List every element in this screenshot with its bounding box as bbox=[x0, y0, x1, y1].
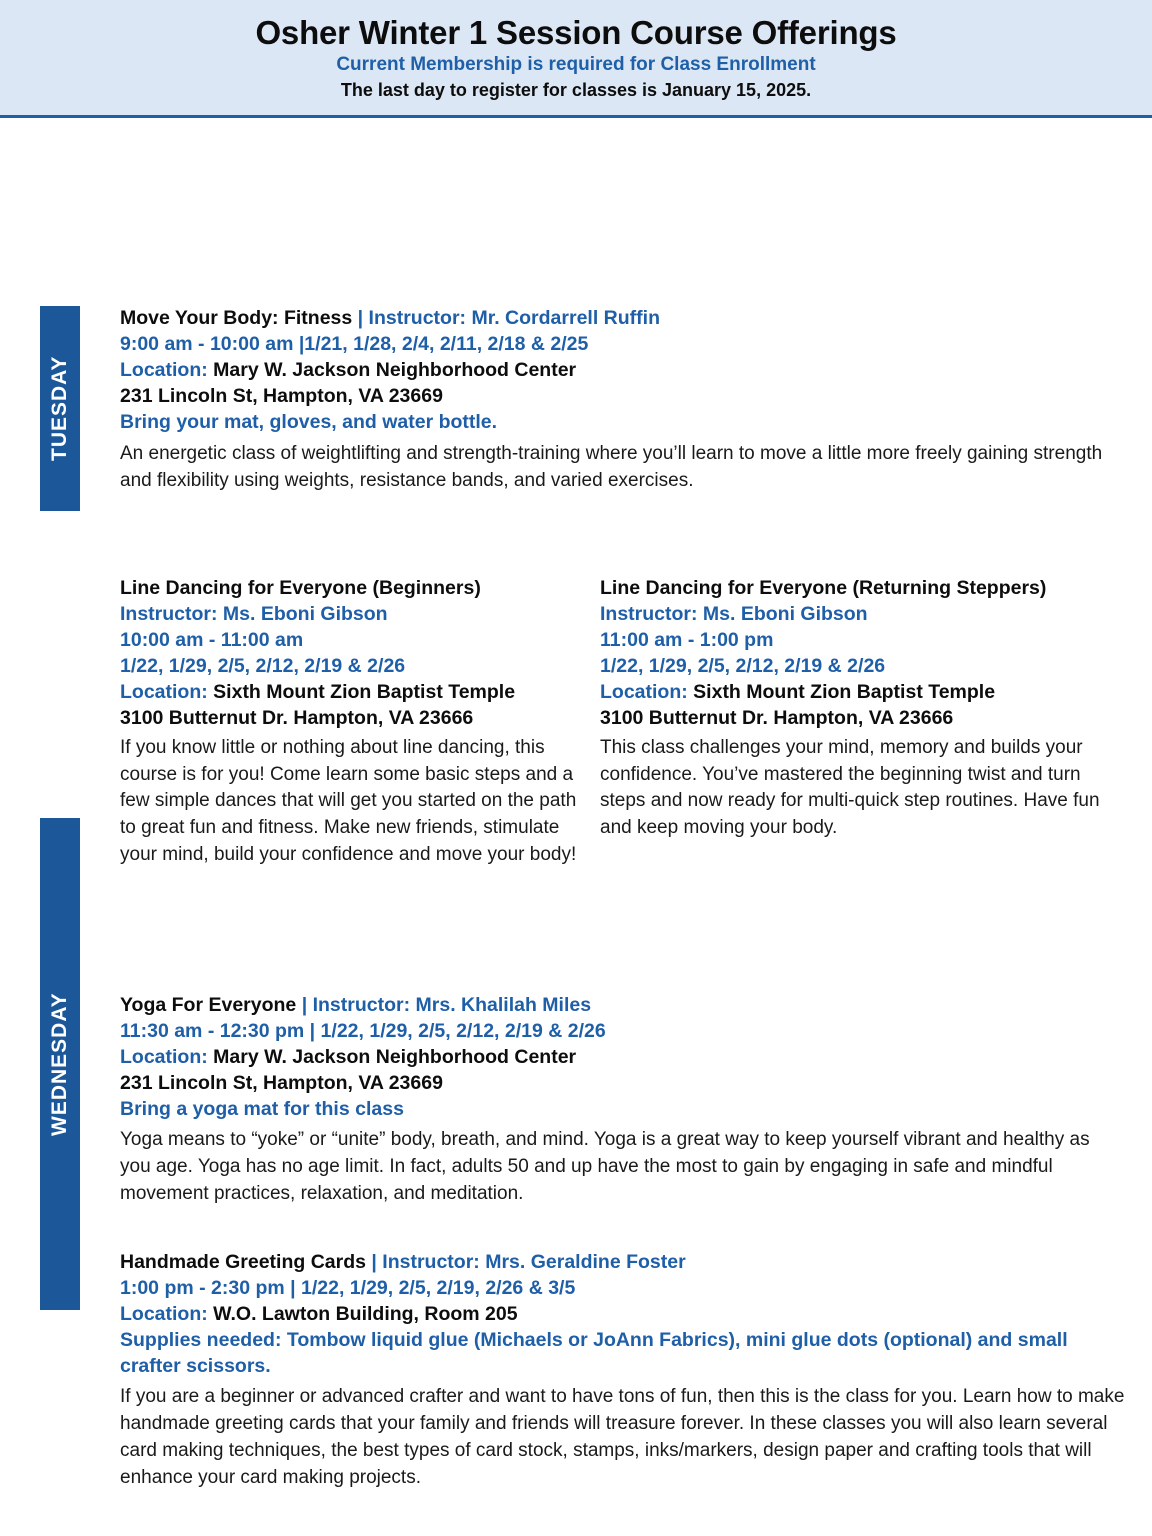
course-location-row bbox=[120, 358, 1120, 384]
course-title: Move Your Body: Fitness bbox=[120, 307, 353, 329]
course-card-line-dancing-beginners bbox=[120, 576, 590, 869]
course-address: 3100 Butternut Dr. Hampton, VA 23666 bbox=[120, 706, 474, 729]
course-address: 231 Lincoln St, Hampton, VA 23669 bbox=[120, 1071, 443, 1094]
course-supplies: Supplies needed: Tombow liquid glue (Michaels or JoAnn Fabrics), mini glue dots (optional) and small crafter scissors. bbox=[120, 1328, 1068, 1377]
course-title: Line Dancing for Everyone (Beginners) bbox=[120, 577, 481, 599]
course-location-row bbox=[120, 1045, 1120, 1071]
page-title: Osher Winter 1 Session Course Offerings bbox=[255, 14, 897, 51]
course-schedule: 9:00 am - 10:00 am |1/21, 1/28, 2/4, 2/11, 2/18 & 2/25 bbox=[120, 332, 589, 355]
course-time: 10:00 am - 11:00 am bbox=[120, 628, 304, 651]
location-value: Sixth Mount Zion Baptist Temple bbox=[693, 680, 996, 703]
registration-deadline: The last day to register for classes is January 15, 2025. bbox=[340, 80, 812, 100]
course-instructor: Instructor: Mr. Cordarrell Ruffin bbox=[368, 307, 660, 329]
membership-notice: Current Membership is required for Class Enrollment bbox=[336, 54, 816, 75]
course-card-yoga bbox=[120, 993, 1120, 1208]
location-label: Location: bbox=[120, 680, 208, 703]
course-title-row bbox=[120, 306, 1120, 332]
location-value: Mary W. Jackson Neighborhood Center bbox=[213, 358, 577, 381]
course-listing bbox=[0, 118, 1152, 1488]
course-location-row bbox=[120, 680, 590, 706]
course-dates: 1/22, 1/29, 2/5, 2/12, 2/19 & 2/26 bbox=[600, 654, 886, 677]
course-location-row bbox=[600, 680, 1110, 706]
course-instructor: Instructor: Mrs. Geraldine Foster bbox=[382, 1251, 686, 1273]
location-label: Location: bbox=[600, 680, 688, 703]
course-note: Bring your mat, gloves, and water bottle. bbox=[120, 410, 498, 433]
course-title: Yoga For Everyone bbox=[120, 994, 297, 1016]
location-label: Location: bbox=[120, 358, 208, 381]
course-card-handmade-greeting-cards bbox=[120, 1250, 1130, 1491]
course-card-fitness bbox=[120, 306, 1120, 495]
location-value: Sixth Mount Zion Baptist Temple bbox=[213, 680, 516, 703]
title-separator: | bbox=[301, 994, 308, 1016]
location-value: Mary W. Jackson Neighborhood Center bbox=[213, 1045, 577, 1068]
course-address: 3100 Butternut Dr. Hampton, VA 23666 bbox=[600, 706, 954, 729]
course-address: 231 Lincoln St, Hampton, VA 23669 bbox=[120, 384, 443, 407]
course-title-row bbox=[120, 993, 1120, 1019]
course-note: Bring a yoga mat for this class bbox=[120, 1097, 404, 1120]
location-label: Location: bbox=[120, 1302, 208, 1325]
course-description: An energetic class of weightlifting and strength-training where you’ll learn to move a little more freely gaining strength and flexibility using weights, resistance bands, and varied exercises. bbox=[120, 442, 1103, 491]
course-instructor: Instructor: Mrs. Khalilah Miles bbox=[312, 994, 592, 1016]
course-description: If you know little or nothing about line dancing, this course is for you! Come learn some basic steps and a few simple dances that will get you started on the path to great fun and fitness. Make new friends, stimulate your mind, build your confidence and move your body! bbox=[120, 736, 577, 866]
course-description: Yoga means to “yoke” or “unite” body, breath, and mind. Yoga is a great way to keep yourself vibrant and healthy as you age. Yoga has no age limit. In fact, adults 50 and up have the most to gain by engaging in safe and mindful movement practices, relaxation, and meditation. bbox=[120, 1128, 1090, 1204]
page-header bbox=[0, 0, 1152, 118]
course-schedule: 11:30 am - 12:30 pm | 1/22, 1/29, 2/5, 2/12, 2/19 & 2/26 bbox=[120, 1019, 606, 1042]
day-tab-wednesday: WEDNESDAY bbox=[40, 818, 80, 1310]
course-time: 11:00 am - 1:00 pm bbox=[600, 628, 774, 651]
course-location-row bbox=[120, 1302, 1130, 1328]
course-description: This class challenges your mind, memory and builds your confidence. You’ve mastered the beginning twist and turn steps and now ready for multi-quick step routines. Have fun and keep moving your body. bbox=[600, 736, 1100, 839]
title-separator: | bbox=[371, 1251, 377, 1273]
course-description: If you are a beginner or advanced crafter and want to have tons of fun, then this is the class for you. Learn how to make handmade greeting cards that your family and friends will treasure forever. In these classes you will also learn several card making techniques, the best types of card stock, stamps, inks/markers, design paper and crafting tools that will enhance your card making projects. bbox=[120, 1385, 1125, 1488]
course-instructor: Instructor: Ms. Eboni Gibson bbox=[120, 602, 388, 625]
course-title-row bbox=[120, 1250, 1130, 1276]
course-dates: 1/22, 1/29, 2/5, 2/12, 2/19 & 2/26 bbox=[120, 654, 406, 677]
course-schedule: 1:00 pm - 2:30 pm | 1/22, 1/29, 2/5, 2/19, 2/26 & 3/5 bbox=[120, 1276, 576, 1299]
location-value: W.O. Lawton Building, Room 205 bbox=[213, 1302, 518, 1325]
course-instructor: Instructor: Ms. Eboni Gibson bbox=[600, 602, 868, 625]
course-title: Handmade Greeting Cards bbox=[120, 1251, 366, 1273]
course-title: Line Dancing for Everyone (Returning Steppers) bbox=[600, 577, 1047, 599]
location-label: Location: bbox=[120, 1045, 208, 1068]
title-separator: | bbox=[357, 307, 364, 329]
day-tab-tuesday: TUESDAY bbox=[40, 306, 80, 511]
course-card-line-dancing-returning bbox=[600, 576, 1110, 842]
